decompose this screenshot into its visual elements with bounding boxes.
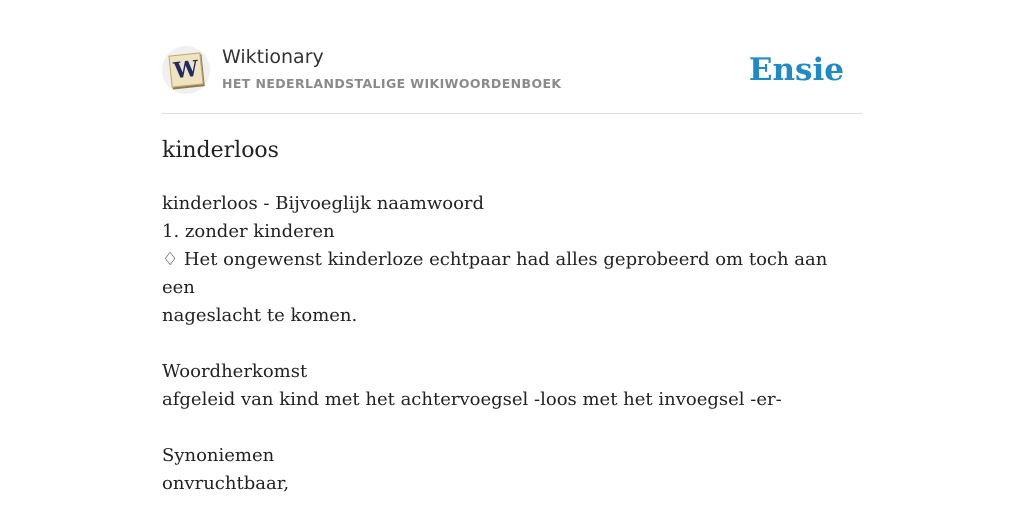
spacer xyxy=(162,414,862,442)
entry-example-line-1: ♢ Het ongewenst kinderloze echtpaar had alles geprobeerd om toch aan een xyxy=(162,249,828,298)
header-divider xyxy=(162,113,862,114)
site-title[interactable]: Wiktionary xyxy=(222,46,324,68)
synonyms-heading: Synoniemen xyxy=(162,445,275,466)
ensie-brand-link[interactable]: Ensie xyxy=(748,52,844,88)
spacer xyxy=(162,330,862,358)
entry-body xyxy=(162,190,862,498)
header xyxy=(162,46,862,96)
entry-heading-line: kinderloos - Bijvoeglijk naamwoord xyxy=(162,193,485,214)
wiktionary-logo-icon xyxy=(168,52,203,87)
logo-letter: W xyxy=(172,55,200,85)
wiktionary-logo[interactable] xyxy=(162,46,210,94)
entry-definition: 1. zonder kinderen xyxy=(162,221,335,242)
synonyms-text: onvruchtbaar, xyxy=(162,473,290,494)
etymology-text: afgeleid van kind met het achtervoegsel -loos met het invoegsel -er- xyxy=(162,389,782,410)
entry-title: kinderloos xyxy=(162,138,279,163)
etymology-heading: Woordherkomst xyxy=(162,361,308,382)
entry-example-line-2: nageslacht te komen. xyxy=(162,305,358,326)
site-subtitle: HET NEDERLANDSTALIGE WIKIWOORDENBOEK xyxy=(222,76,562,91)
